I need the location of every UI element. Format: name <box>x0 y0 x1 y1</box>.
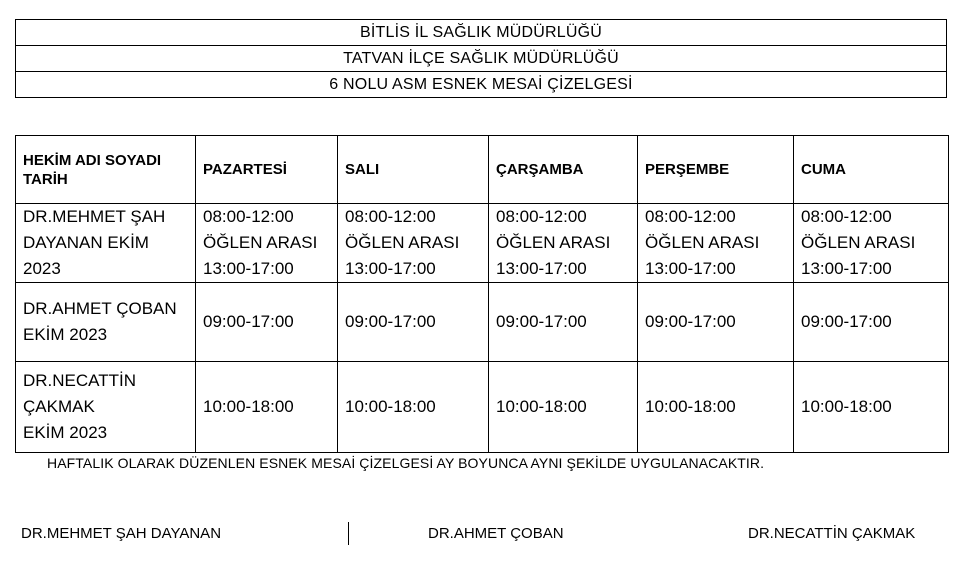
corner-header-date: TARİH <box>23 170 68 188</box>
time-afternoon: 13:00-17:00 <box>801 259 892 278</box>
header-line-district: TATVAN İLÇE SAĞLIK MÜDÜRLÜĞÜ <box>16 46 947 72</box>
corner-header-name: HEKİM ADI SOYADI <box>23 151 162 169</box>
time-afternoon: 13:00-17:00 <box>345 259 436 278</box>
schedule-cell <box>338 204 489 283</box>
signature-necattin-cakmak: DR.NECATTİN ÇAKMAK <box>748 525 916 542</box>
document-header <box>15 19 947 98</box>
header-line-province: BİTLİS İL SAĞLIK MÜDÜRLÜĞÜ <box>16 20 947 46</box>
schedule-table <box>15 135 949 453</box>
table-row <box>16 204 949 283</box>
doctor-name-line: DR.MEHMET ŞAH <box>23 207 166 226</box>
schedule-cell: 10:00-18:00 <box>196 362 338 453</box>
schedule-cell: 10:00-18:00 <box>338 362 489 453</box>
doctor-cell <box>16 362 196 453</box>
schedule-cell: 09:00-17:00 <box>196 283 338 362</box>
schedule-header-row <box>16 136 949 204</box>
signature-divider <box>348 522 349 545</box>
corner-header <box>16 136 196 204</box>
doctor-name-line: ÇAKMAK <box>23 397 95 416</box>
table-row <box>16 283 949 362</box>
day-header-tuesday: SALI <box>338 136 489 204</box>
schedule-cell: 09:00-17:00 <box>338 283 489 362</box>
day-header-monday: PAZARTESİ <box>196 136 338 204</box>
lunch-break: ÖĞLEN ARASI <box>496 233 611 252</box>
time-morning: 08:00-12:00 <box>801 207 892 226</box>
table-row <box>16 362 949 453</box>
doctor-date-line: EKİM 2023 <box>23 325 108 344</box>
schedule-cell: 09:00-17:00 <box>638 283 794 362</box>
schedule-cell: 10:00-18:00 <box>489 362 638 453</box>
schedule-cell <box>489 204 638 283</box>
schedule-cell: 10:00-18:00 <box>794 362 949 453</box>
doctor-name-line: DAYANAN EKİM <box>23 233 149 252</box>
time-morning: 08:00-12:00 <box>203 207 294 226</box>
time-morning: 08:00-12:00 <box>496 207 587 226</box>
schedule-cell: 10:00-18:00 <box>638 362 794 453</box>
doctor-name-line: DR.AHMET ÇOBAN <box>23 299 177 318</box>
header-line-schedule-title: 6 NOLU ASM ESNEK MESAİ ÇİZELGESİ <box>16 72 947 98</box>
doctor-date-line: EKİM 2023 <box>23 423 108 442</box>
day-header-friday: CUMA <box>794 136 949 204</box>
doctor-cell <box>16 204 196 283</box>
schedule-cell: 09:00-17:00 <box>489 283 638 362</box>
doctor-cell <box>16 283 196 362</box>
time-morning: 08:00-12:00 <box>645 207 736 226</box>
schedule-cell <box>638 204 794 283</box>
signature-ahmet-coban: DR.AHMET ÇOBAN <box>428 525 564 542</box>
time-afternoon: 13:00-17:00 <box>645 259 736 278</box>
doctor-name-line: DR.NECATTİN <box>23 371 137 390</box>
schedule-note: HAFTALIK OLARAK DÜZENLEN ESNEK MESAİ ÇİZELGESİ AY BOYUNCA AYNI ŞEKİLDE UYGULANACAKTIR. <box>47 455 765 471</box>
doctor-date-line: 2023 <box>23 259 61 278</box>
schedule-cell <box>196 204 338 283</box>
signature-mehmet-sah-dayanan: DR.MEHMET ŞAH DAYANAN <box>21 525 222 542</box>
time-afternoon: 13:00-17:00 <box>496 259 587 278</box>
lunch-break: ÖĞLEN ARASI <box>801 233 916 252</box>
lunch-break: ÖĞLEN ARASI <box>203 233 318 252</box>
time-morning: 08:00-12:00 <box>345 207 436 226</box>
lunch-break: ÖĞLEN ARASI <box>645 233 760 252</box>
day-header-wednesday: ÇARŞAMBA <box>489 136 638 204</box>
schedule-cell <box>794 204 949 283</box>
schedule-cell: 09:00-17:00 <box>794 283 949 362</box>
lunch-break: ÖĞLEN ARASI <box>345 233 460 252</box>
day-header-thursday: PERŞEMBE <box>638 136 794 204</box>
time-afternoon: 13:00-17:00 <box>203 259 294 278</box>
